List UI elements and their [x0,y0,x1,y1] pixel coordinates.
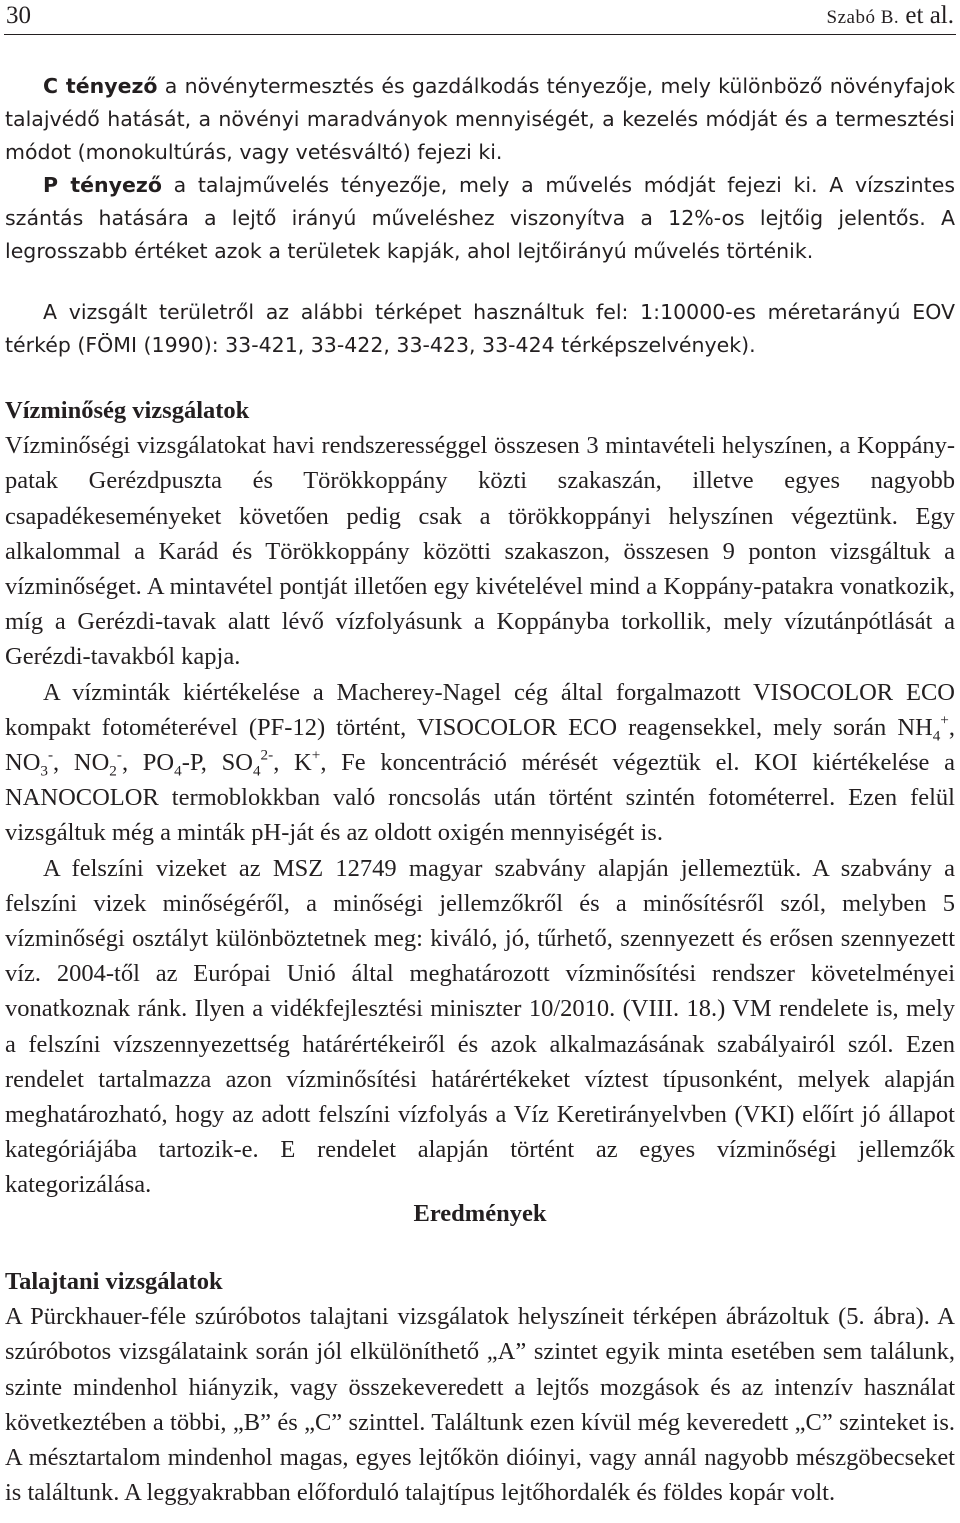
header-rule [4,34,956,35]
soil-paragraph: A Pürckhauer-féle szúróbotos talajtani vizsgálatok helyszíneit térképen ábrázoltuk (5. ábra). A szúróbotos vizsgálataink során jól elkülöníthető „A” szintet egyik minta esetében sem találunk, szinte mindenhol hiányzik, vagy összekeveredett a lejtős mozgások és az intenzív használat következtében a többi, „B” és „C” szinttel. Találtunk ezen kívül még keveredett „C” szinteket is. A mésztartalom mindenhol magas, egyes lejtőkön dióinyi, vagy annál nagyobb mészgöbecseket is találtunk. A leggyakrabban előforduló talajtípus lejtőhordalék és földes kopár volt. [5,1303,955,1507]
p-factor-text: a talajművelés tényezője, mely a művelés módját fejezi ki. A vízszintes szántás hatására a lejtő irányú műveléshez viszonyítva a 12%-os lejtőig jelentős. A legrosszabb értéket azok a területek kapják, ahol lejtőirányú művelés történik. [5,173,955,263]
water-para-3: A felszíni vizeket az MSZ 12749 magyar szabvány alapján jellemeztük. A szabvány a felszíni vizek minőségéről, a minőségi jellemzőkről és a minősítésről szól, melyben 5 vízminőségi osztályt különböztetnek meg: kiváló, jó, tűrhető, szennyezett és erősen szennyezett víz. 2004-től az Európai Unió által meghatározott vízminősítési rendszer követelményei vonatkoznak ránk. Ilyen a vidékfejlesztési miniszter 10/2010. (VIII. 18.) VM rendelete is, mely a felszíni vízszennyezettség határértékeiről és azok alkalmazásának szabályairól szól. Ezen rendelet tartalmazza azon vízminősítési határértékeket víztest típusonként, melyek alapján meghatározható, hogy az adott felszíni vízfolyás a Víz Keretirányelvben (VKI) előírt jó állapot kategóriájába tartozik-e. E rendelet alapján történt az egyes vízminőségi jellemzők kategorizálása. [5,854,955,1199]
water-para-2: A vízminták kiértékelése a Macherey-Nagel cég által forgalmazott VISOCOLOR ECO kompakt fotométerével (PF-12) történt, VISOCOLOR ECO reagensekkel, mely során $NH_4^+$, $NO_3^-$, $NO_2^-$, $PO_4-P$, $SO_4^{2-}$, K+, Fe koncentráció mérését végeztük el. KOI kiértékelése a NANOCOLOR termoblokkban való roncsolás után történt szintén fotométerrel. Ezen felül vizsgáltuk még a minták pH-ját és az oldott oxigén mennyiségét is. [5,678,956,847]
page-header [6,2,954,34]
page-number: 30 [6,2,31,29]
map-paragraph [5,296,955,362]
chem-formula: $NH_4^+$, $NO_3^-$, $NO_2^-$, $PO_4-P$, $SO_4^{2-}$, K+ [5,711,955,780]
factor-c-paragraph [5,70,955,169]
running-head-authors: Szabó B. [826,7,900,28]
p-factor-term: P tényező [43,173,162,197]
running-head [827,2,954,30]
factor-p-paragraph [5,169,955,268]
c-factor-term: C tényező [43,74,158,98]
soil-heading: Talajtani vizsgálatok [5,1268,223,1295]
results-heading: Eredmények [413,1200,547,1227]
soil-section [5,1264,955,1510]
c-factor-text: a növénytermesztés és gazdálkodás tényezője, mely különböző növényfajok talajvédő hatását, a növényi maradványok mennyiségét, a kezelés módját és a termesztési módot (monokultúrás, vagy vetésváltó) fejezi ki. [5,74,956,164]
water-para-1: Vízminőségi vizsgálatokat havi rendszerességgel összesen 3 mintavételi helyszínen, a Koppány-patak Gerézdpuszta és Törökkoppány közti szakaszán, illetve egyes nagyobb csapadékeseményeket követően pedig csak a törökkoppányi helyszínen végeztünk. Egy alkalommal a Karád és Törökkoppány közötti szakaszon, összesen 9 ponton vizsgáltuk a vízminőséget. A mintavétel pontját illetően egy kivételével mind a Koppány-patakra vonatkozik, míg a Gerézdi-tavak alatt lévő vízfolyásunk a Koppányba torkollik, mely vízutánpótlását a Gerézdi-tavakból kapja. [5,432,955,671]
water-quality-section [5,393,955,1203]
map-text: A vizsgált területről az alábbi térképet használtuk fel: 1:10000-es méretarányú EOV térkép (FÖMI (1990): 33-421, 33-422, 33-423, 33-424 térképszelvények). [5,300,955,357]
running-head-etal: et al. [899,2,954,29]
water-quality-heading: Vízminőség vizsgálatok [5,397,250,424]
